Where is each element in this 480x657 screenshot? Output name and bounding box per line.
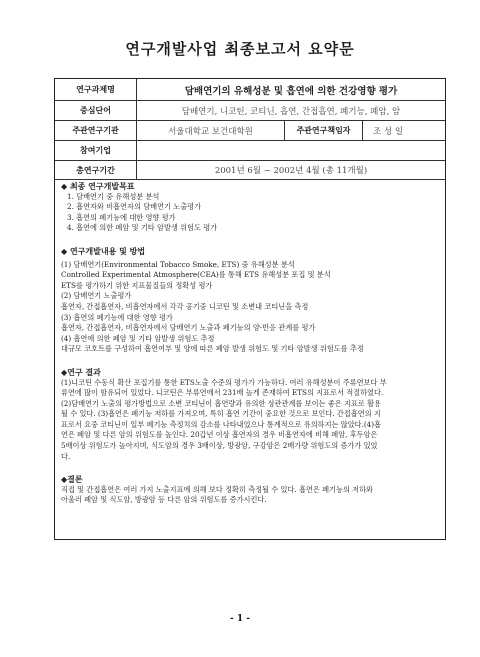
participant-label: 참여기업 bbox=[55, 141, 137, 160]
keywords-label: 중심단어 bbox=[55, 101, 137, 120]
results-line: 연은 폐암 및 다른 암의 위험도를 높인다. 20갑년 이상 흡연자의 경우 비흡연자에 비해 폐암, 후두암은 bbox=[61, 430, 378, 440]
project-label: 연구과제명 bbox=[55, 79, 137, 100]
methods-line: (3) 흡연의 폐기능에 대한 영향 평가 bbox=[61, 312, 173, 322]
institution-value: 서울대학교 보건대학원 bbox=[137, 121, 285, 140]
period-label: 총연구기간 bbox=[55, 161, 137, 179]
goal-item: 4. 흡연에 의한 폐암 및 기타 암발생 위험도 평가 bbox=[67, 223, 218, 233]
goal-item: 1. 담배연기 중 유해성분 분석 bbox=[67, 191, 160, 201]
project-value: 담배연기의 유해성분 및 흡연에 의한 건강영향 평가 bbox=[184, 85, 398, 97]
results-line: 5배이상 위험도가 높아지며, 식도암의 경우 3배이상, 방광암, 구강암은 2배가량 위험도의 증가가 있었 bbox=[61, 441, 378, 451]
summary-body bbox=[61, 181, 441, 506]
methods-line: ETS를 평가하기 위한 지표물질들의 정확성 평가 bbox=[61, 280, 213, 290]
row-keywords bbox=[55, 101, 445, 121]
methods-heading: ◆ 연구개발내용 및 방법 bbox=[61, 245, 146, 256]
participant-value bbox=[137, 141, 445, 160]
keywords-value: 담배연기, 니코틴, 코티닌, 흡연, 간접흡연, 폐기능, 폐암, 암 bbox=[181, 106, 401, 117]
methods-line: Controlled Experimental Atmosphere(CEA)를 통해 ETS 유해성분 포집 및 분석 bbox=[61, 270, 331, 280]
results-line: 다. bbox=[61, 451, 71, 461]
row-participant bbox=[55, 141, 445, 161]
row-institution bbox=[55, 121, 445, 141]
pi-value: 조 성 일 bbox=[373, 126, 404, 137]
results-line: (2)담배연기 노출의 평가방법으로 소변 코티닌이 흡연량과 유의한 상관관계를 보이는 좋은 지표로 활용 bbox=[61, 398, 381, 408]
institution-label: 주관연구기관 bbox=[55, 121, 137, 140]
row-period bbox=[55, 161, 445, 180]
summary-table bbox=[54, 78, 446, 540]
conclusion-line: 직접 및 간접흡연은 여러 가지 노출지표에 의해 보다 정확히 측정될 수 있다. 흡연은 폐기능의 저하와 bbox=[61, 484, 373, 494]
goal-item: 3. 흡연의 폐기능에 대한 영향 평가 bbox=[67, 212, 176, 222]
document-title: 연구개발사업 최종보고서 요약문 bbox=[125, 40, 355, 58]
goals-section bbox=[61, 181, 441, 234]
conclusion-line: 아울러 폐암 및 식도암, 방광암 등 다른 암의 위험도를 증가시킨다. bbox=[61, 495, 267, 505]
conclusion-section bbox=[61, 474, 441, 506]
methods-line: (1) 담배연기(Environmental Tobacco Smoke, ETS) 중 유해성분 분석 bbox=[61, 259, 295, 269]
goals-heading: ◆ 최종 연구개발목표 bbox=[61, 181, 135, 191]
methods-line: (4) 흡연에 의한 폐암 및 기타 암발생 위험도 추정 bbox=[61, 333, 215, 343]
results-line: (1)니코틴 수동식 확산 포집기를 통한 ETS노출 수준의 평가가 가능하다. 여러 유해성분이 주류연보다 부 bbox=[61, 377, 387, 387]
results-section bbox=[61, 367, 441, 462]
results-line: 표로서 요중 코티닌이 일부 폐기능 측정치의 감소를 나타내었으나 통계적으로 유의하지는 않았다.(4)흡 bbox=[61, 419, 381, 429]
results-line: 류연에 많이 함유되어 있었다. 니코틴은 부류연에서 231배 높게 존재하여 ETS의 지표로서 적절하였다. bbox=[61, 388, 384, 398]
goal-item: 2. 흡연자와 비흡연자의 담배연기 노출평가 bbox=[67, 202, 202, 212]
methods-line: 대규모 코호트를 구성하여 흡연여부 및 양에 따른 폐암 발생 위험도 및 기타 암발생 위험도를 추정 bbox=[61, 344, 364, 354]
period-value: 2001년 6월 ~ 2002년 4월 (총 11개월) bbox=[214, 166, 368, 176]
methods-line: 흡연자, 간접흡연자, 비흡연자에서 담배연기 노출과 폐기능의 양-반응 관계를 평가 bbox=[61, 323, 316, 333]
pi-label: 주관연구책임자 bbox=[285, 121, 363, 140]
methods-section bbox=[61, 246, 441, 355]
row-project bbox=[55, 79, 445, 101]
results-heading: ◆연구 결과 bbox=[61, 366, 101, 377]
methods-line: 흡연자, 간접흡연자, 비흡연자에서 각각 공기중 니코틴 및 소변내 코티닌을 측정 bbox=[61, 301, 309, 311]
page-number: - 1 - bbox=[230, 614, 250, 624]
methods-line: (2) 담배연기 노출평가 bbox=[61, 291, 132, 301]
results-line: 될 수 있다. (3)흡연은 폐기능 저하를 가져오며, 특히 흡연 기간이 중요한 것으로 보인다. 간접흡연의 지 bbox=[61, 409, 381, 419]
conclusion-heading: ◆결론 bbox=[61, 474, 83, 485]
